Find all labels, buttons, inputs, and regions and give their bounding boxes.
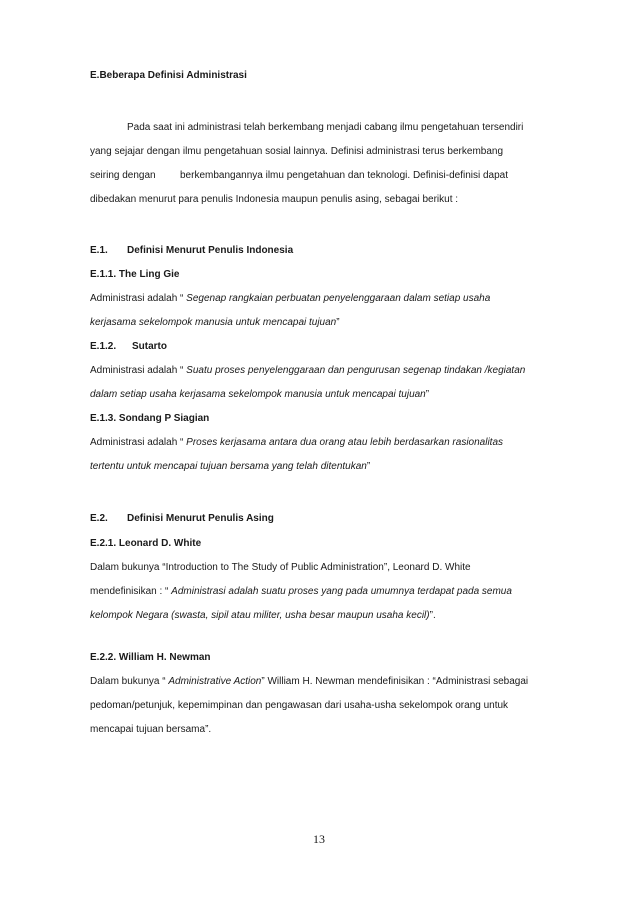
definition-lead: Administrasi adalah “ (90, 365, 187, 376)
definition-newman-line-3: mencapai tujuan bersama”. (90, 724, 212, 735)
definition-lead: Administrasi adalah “ (90, 293, 187, 304)
author-heading-siagian: E.1.3. Sondang P Siagian (90, 413, 210, 424)
definition-newman-line-1 (90, 676, 528, 688)
definition-tail: ”. (429, 610, 436, 621)
definition-white-line-1: Dalam bukunya “Introduction to The Study of Public Administration”, Leonard D. White (90, 562, 471, 573)
definition-lead: mendefinisikan : “ (90, 586, 172, 597)
author-number-sutarto: E.1.2. (90, 341, 117, 352)
definition-quote: Proses kerjasama antara dua orang atau lebih berdasarkan rasionalitas (186, 437, 504, 448)
book-title: Administrative Action (168, 676, 262, 687)
definition-tail: ” (425, 389, 430, 400)
definition-quote: Administrasi adalah suatu proses yang pada umumnya terdapat pada semua (171, 586, 512, 597)
definition-siagian-line-1 (90, 437, 503, 449)
definition-lead: Administrasi adalah “ (90, 437, 187, 448)
definition-sutarto-line-2 (90, 389, 429, 401)
subsection-number-asing: E.2. (90, 513, 108, 524)
definition-sutarto-line-1 (90, 365, 525, 377)
definition-siagian-line-2 (90, 461, 370, 473)
intro-line-3b: berkembangannya ilmu pengetahuan dan teknologi. Definisi-definisi dapat (180, 170, 508, 181)
author-heading-newman: E.2.2. William H. Newman (90, 652, 211, 663)
intro-line-2: yang sejajar dengan ilmu pengetahuan sosial lainnya. Definisi administrasi terus berkembang (90, 146, 504, 157)
definition-tail: ” (366, 461, 371, 472)
subsection-title-indonesia: Definisi Menurut Penulis Indonesia (127, 245, 294, 256)
intro-line-4: dibedakan menurut para penulis Indonesia maupun penulis asing, sebagai berikut : (90, 194, 459, 205)
section-heading: E.Beberapa Definisi Administrasi (90, 70, 247, 81)
intro-line-3a: seiring dengan (90, 170, 156, 181)
subsection-title-asing: Definisi Menurut Penulis Asing (127, 513, 274, 524)
author-heading-ling-gie: E.1.1. The Ling Gie (90, 269, 180, 280)
intro-line-1: Pada saat ini administrasi telah berkembang menjadi cabang ilmu pengetahuan tersendiri (127, 122, 524, 133)
author-name-sutarto: Sutarto (132, 341, 167, 352)
definition-quote: kelompok Negara (swasta, sipil atau militer, usha besar maupun usaha kecil) (90, 610, 430, 621)
definition-ling-gie-line-2 (90, 317, 340, 329)
definition-quote: tertentu untuk mencapai tujuan bersama yang telah ditentukan (90, 461, 367, 472)
definition-lead: Dalam bukunya “ (90, 676, 169, 687)
definition-tail: ” (336, 317, 340, 328)
definition-newman-line-2: pedoman/petunjuk, kepemimpinan dan pengawasan dari usaha-usha sekelompok orang untuk (90, 700, 509, 711)
definition-quote: Suatu proses penyelenggaraan dan pengurusan segenap tindakan /kegiatan (186, 365, 526, 376)
definition-quote: Segenap rangkaian perbuatan penyelenggaraan dalam setiap usaha (186, 293, 491, 304)
definition-white-line-2 (90, 586, 512, 598)
definition-quote: kerjasama sekelompok manusia untuk mencapai tujuan (90, 317, 337, 328)
author-heading-white: E.2.1. Leonard D. White (90, 538, 202, 549)
definition-quote: dalam setiap usaha kerjasama sekelompok manusia untuk mencapai tujuan (90, 389, 426, 400)
page-number: 13 (313, 832, 325, 846)
definition-rest: ” William H. Newman mendefinisikan : “Administrasi sebagai (261, 676, 529, 687)
definition-white-line-3 (90, 610, 436, 622)
subsection-number-indonesia: E.1. (90, 245, 108, 256)
definition-ling-gie-line-1 (90, 293, 490, 305)
